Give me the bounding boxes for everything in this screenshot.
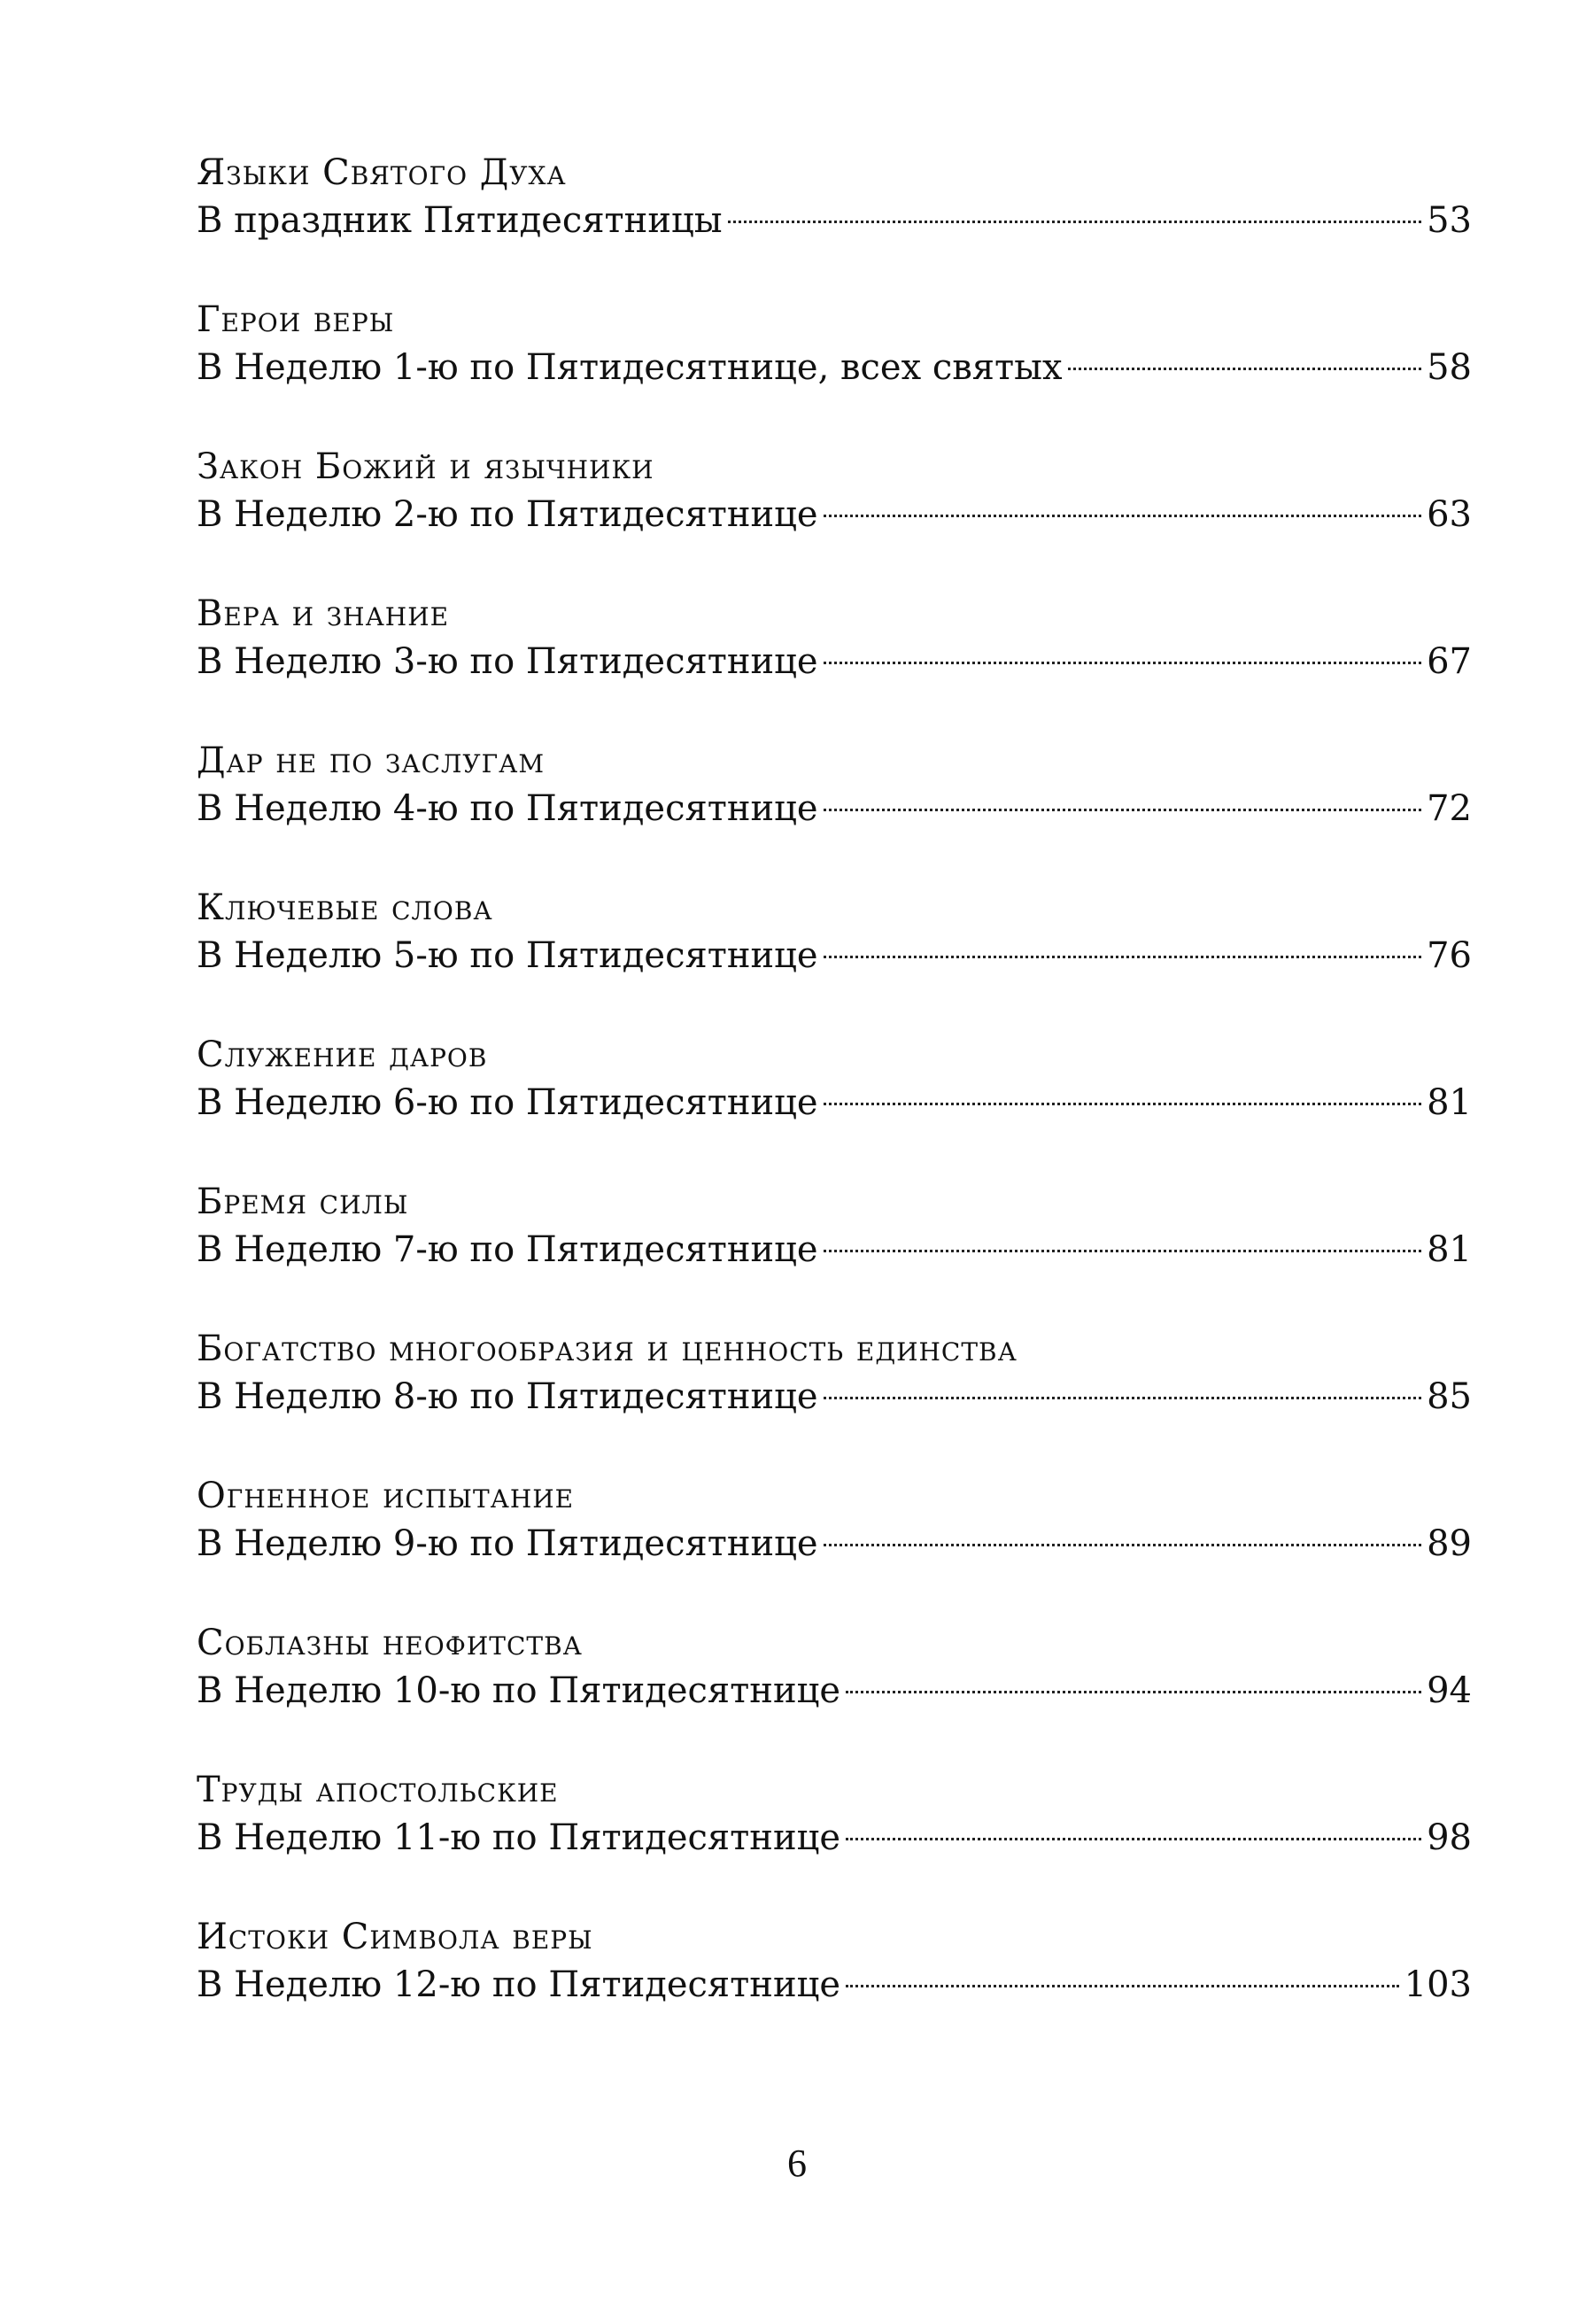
toc-entry-line xyxy=(197,638,1472,686)
toc-entry-title: Истоки Символа веры xyxy=(197,1917,593,1957)
toc-entry-subtitle: В Неделю 11-ю по Пятидесятнице xyxy=(197,1817,841,1858)
toc-entry-page: 72 xyxy=(1427,788,1472,829)
toc-entry-line xyxy=(197,1667,1472,1715)
toc-entry-page: 67 xyxy=(1427,641,1472,682)
toc-entry-line xyxy=(197,785,1472,833)
toc-entry-title: Языки Святого Духа xyxy=(197,152,567,193)
toc-entry-subtitle: В Неделю 6-ю по Пятидесятнице xyxy=(197,1082,818,1123)
toc-entry xyxy=(197,1766,1472,1913)
toc-entry-line xyxy=(197,491,1472,538)
toc-entry-page: 63 xyxy=(1427,494,1472,535)
dot-leader xyxy=(824,662,1422,664)
toc-entry xyxy=(197,296,1472,443)
toc-entry-title: Ключевые слова xyxy=(197,887,493,928)
toc-entry xyxy=(197,443,1472,590)
toc-entry-line xyxy=(197,1226,1472,1274)
dot-leader xyxy=(846,1985,1399,1987)
table-of-contents xyxy=(197,149,1472,2060)
dot-leader xyxy=(846,1838,1421,1840)
toc-entry-page: 98 xyxy=(1427,1817,1472,1858)
toc-entry-subtitle: В Неделю 5-ю по Пятидесятнице xyxy=(197,935,818,976)
page-number: 6 xyxy=(787,2142,807,2185)
dot-leader xyxy=(824,1250,1422,1252)
dot-leader xyxy=(824,1397,1422,1399)
toc-entry-page: 103 xyxy=(1404,1964,1472,2005)
toc-entry-subtitle: В Неделю 8-ю по Пятидесятнице xyxy=(197,1376,818,1417)
toc-entry xyxy=(197,1619,1472,1766)
toc-entry-subtitle: В Неделю 10-ю по Пятидесятнице xyxy=(197,1670,841,1711)
toc-entry-page: 53 xyxy=(1427,200,1472,241)
toc-entry xyxy=(197,590,1472,737)
toc-entry xyxy=(197,737,1472,884)
toc-entry-title: Труды апостольские xyxy=(197,1770,559,1810)
toc-entry-subtitle: В Неделю 12-ю по Пятидесятнице xyxy=(197,1964,841,2005)
toc-entry-page: 89 xyxy=(1427,1523,1472,1564)
toc-entry-subtitle: В праздник Пятидесятницы xyxy=(197,200,723,241)
toc-entry-title: Закон Божий и язычники xyxy=(197,446,654,487)
dot-leader xyxy=(824,1103,1422,1105)
toc-entry-page: 85 xyxy=(1427,1376,1472,1417)
toc-entry-line xyxy=(197,1520,1472,1568)
toc-entry-title: Вера и знание xyxy=(197,593,450,634)
toc-entry-subtitle: В Неделю 9-ю по Пятидесятнице xyxy=(197,1523,818,1564)
toc-entry-title: Соблазны неофитства xyxy=(197,1623,583,1663)
toc-entry-title: Дар не по заслугам xyxy=(197,740,546,781)
toc-entry xyxy=(197,1031,1472,1178)
toc-entry-subtitle: В Неделю 3-ю по Пятидесятнице xyxy=(197,641,818,682)
toc-entry-line xyxy=(197,1961,1472,2009)
dot-leader xyxy=(824,515,1422,517)
toc-entry-page: 76 xyxy=(1427,935,1472,976)
toc-entry-page: 81 xyxy=(1427,1082,1472,1123)
toc-entry-line xyxy=(197,1814,1472,1862)
toc-entry-subtitle: В Неделю 4-ю по Пятидесятнице xyxy=(197,788,818,829)
toc-entry-subtitle: В Неделю 2-ю по Пятидесятнице xyxy=(197,494,818,535)
toc-entry-line xyxy=(197,197,1472,244)
toc-entry-page: 94 xyxy=(1427,1670,1472,1711)
toc-entry-line xyxy=(197,344,1472,391)
dot-leader xyxy=(824,956,1422,958)
dot-leader xyxy=(728,221,1422,223)
toc-entry-title: Служение даров xyxy=(197,1034,488,1075)
toc-entry xyxy=(197,1178,1472,1325)
dot-leader xyxy=(824,809,1422,811)
toc-entry-title: Герои веры xyxy=(197,299,395,340)
dot-leader xyxy=(824,1544,1422,1546)
toc-entry xyxy=(197,1472,1472,1619)
toc-entry-page: 81 xyxy=(1427,1229,1472,1270)
toc-entry xyxy=(197,1325,1472,1472)
toc-entry-title: Огненное испытание xyxy=(197,1476,575,1516)
toc-entry-line xyxy=(197,1373,1472,1421)
toc-entry-line xyxy=(197,1079,1472,1127)
toc-entry-page: 58 xyxy=(1427,347,1472,388)
toc-entry xyxy=(197,1913,1472,2060)
toc-entry-title: Бремя силы xyxy=(197,1181,409,1222)
toc-entry xyxy=(197,884,1472,1031)
toc-entry-subtitle: В Неделю 1-ю по Пятидесятнице, всех святых xyxy=(197,347,1063,388)
toc-entry-title: Богатство многообразия и ценность единства xyxy=(197,1329,1018,1369)
toc-entry xyxy=(197,149,1472,296)
dot-leader xyxy=(1068,368,1422,370)
dot-leader xyxy=(846,1691,1421,1693)
toc-entry-subtitle: В Неделю 7-ю по Пятидесятнице xyxy=(197,1229,818,1270)
toc-entry-line xyxy=(197,932,1472,980)
